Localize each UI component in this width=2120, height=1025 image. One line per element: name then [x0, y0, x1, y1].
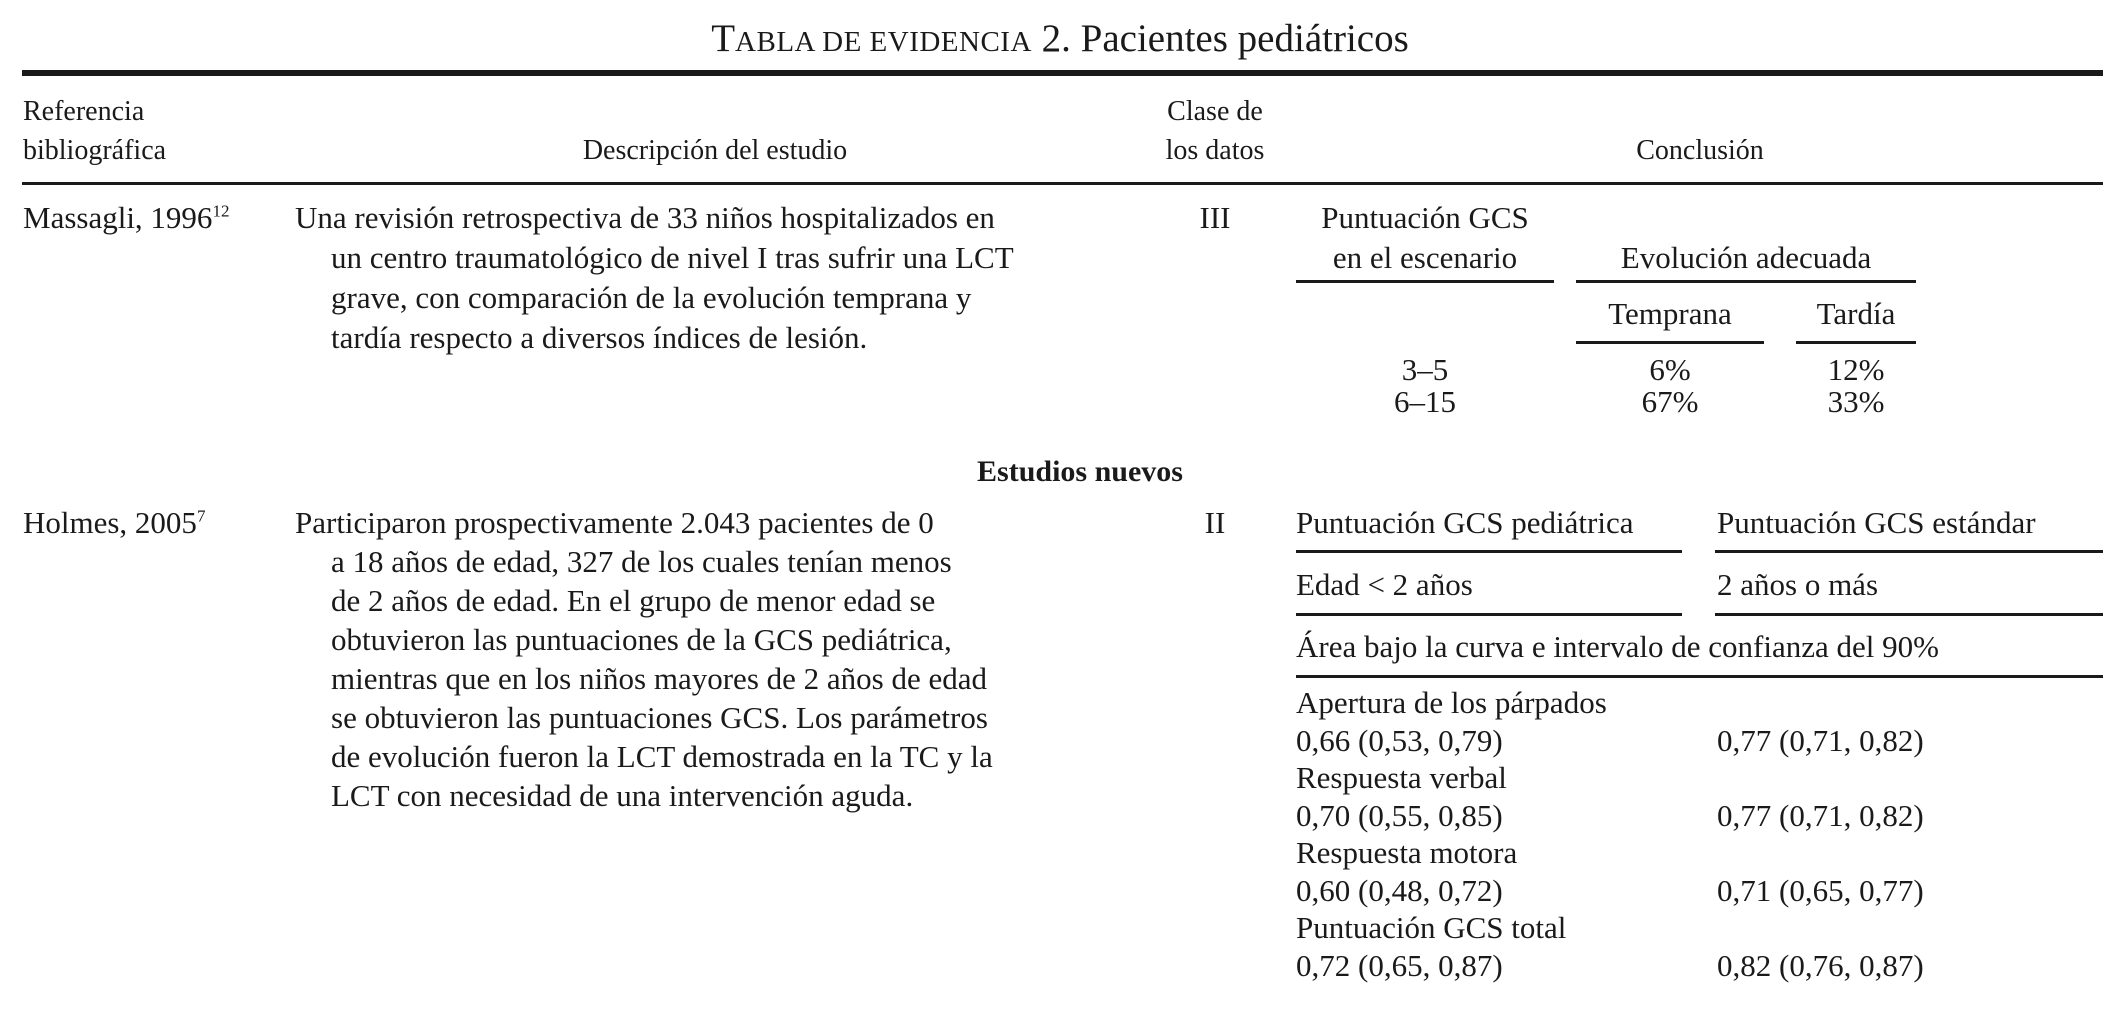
row2-desc-line: LCT con necesidad de una intervención aguda. [331, 778, 914, 813]
row2-item-std: 0,82 (0,76, 0,87) [1717, 947, 1924, 983]
row2-age-std: 2 años o más [1717, 567, 1879, 602]
row2-desc-line: de evolución fueron la LCT demostrada en la TC y la [331, 739, 993, 774]
row2-col-std-underline [1715, 550, 2103, 553]
row2-item-ped: 0,60 (0,48, 0,72) [1296, 872, 1503, 908]
row2-age-ped: Edad < 2 años [1296, 567, 1473, 602]
row1-early-col [1610, 354, 1730, 418]
row2-item-label: Apertura de los párpados [1296, 685, 1607, 720]
row2-desc-line: mientras que en los niños mayores de 2 años de edad [331, 661, 987, 696]
row2-col-ped-underline [1296, 550, 1682, 553]
row2-items-std [1717, 684, 1924, 984]
row2-desc-line: de 2 años de edad. En el grupo de menor edad se [331, 583, 936, 618]
row1-score-col [1360, 354, 1490, 418]
row1-late-cell: 33% [1827, 384, 1885, 419]
header-desc: Descripción del estudio [582, 135, 848, 166]
row2-age-ped-underline [1296, 613, 1682, 616]
row2-ref-sup: 7 [196, 506, 206, 526]
row1-late-cell: 12% [1827, 352, 1885, 387]
row2-age-std-underline [1715, 613, 2103, 616]
row2-item-label: Puntuación GCS total [1296, 910, 1567, 945]
row1-desc-line: un centro traumatológico de nivel I tras sufrir una LCT [331, 240, 1014, 275]
row1-col-score-line1: Puntuación GCS [1321, 200, 1529, 235]
row2-auc-label: Área bajo la curva e intervalo de confianza del 90% [1296, 629, 1939, 664]
header-conclusion: Conclusión [1636, 135, 1764, 166]
header-ref [23, 92, 166, 170]
title-text: Pacientes pediátricos [1080, 17, 1409, 60]
row1-clase: III [1199, 200, 1231, 235]
row1-desc-line: grave, con comparación de la evolución temprana y [331, 280, 972, 315]
row2-item-std: 0,77 (0,71, 0,82) [1717, 722, 1924, 758]
row2-ref [23, 503, 205, 543]
row2-ref-text: Holmes, 2005 [23, 505, 197, 540]
row1-ref [23, 198, 229, 238]
row1-group-underline [1576, 280, 1916, 283]
row1-score-cell: 3–5 [1401, 352, 1449, 387]
header-rule [22, 182, 2103, 185]
row2-item-label: Respuesta verbal [1296, 760, 1507, 795]
row1-col-score-line2: en el escenario [1332, 240, 1518, 275]
row2-item-label: Respuesta motora [1296, 835, 1518, 870]
row2-col-ped: Puntuación GCS pediátrica [1296, 505, 1634, 540]
table-title [0, 16, 2120, 61]
row1-ref-sup: 12 [212, 201, 230, 221]
row2-item-ped: 0,66 (0,53, 0,79) [1296, 722, 1503, 758]
row2-item-std: 0,71 (0,65, 0,77) [1717, 872, 1924, 908]
row1-late-underline [1796, 341, 1916, 344]
row2-item-ped: 0,72 (0,65, 0,87) [1296, 947, 1503, 983]
row2-desc-line: se obtuvieron las puntuaciones GCS. Los parámetros [331, 700, 988, 735]
row1-sub-early: Temprana [1608, 296, 1732, 331]
row1-score-underline [1296, 280, 1554, 283]
row1-early-cell: 6% [1649, 352, 1691, 387]
title-number: 2. [1041, 17, 1071, 60]
header-clase-line1: Clase de [1167, 96, 1263, 127]
row2-items-ped [1296, 684, 1607, 984]
row1-early-underline [1576, 341, 1764, 344]
section-new-studies: Estudios nuevos [977, 455, 1183, 488]
row1-late-col [1796, 354, 1916, 418]
row2-desc [295, 503, 993, 815]
row2-item-ped: 0,70 (0,55, 0,85) [1296, 797, 1503, 833]
row2-desc-line: obtuvieron las puntuaciones de la GCS pediátrica, [331, 622, 952, 657]
title-prefix-cap: T [711, 17, 736, 60]
row2-col-std: Puntuación GCS estándar [1717, 505, 2036, 540]
row1-desc-line: tardía respecto a diversos índices de lesión. [331, 320, 868, 355]
row1-ref-text: Massagli, 1996 [23, 200, 213, 235]
row2-clase: II [1204, 505, 1226, 540]
header-clase-line2: los datos [1165, 135, 1265, 166]
header-ref-line1: Referencia [23, 96, 145, 127]
row2-item-std: 0,77 (0,71, 0,82) [1717, 797, 1924, 833]
row1-score-cell: 6–15 [1394, 384, 1456, 419]
header-clase [1150, 92, 1280, 170]
header-ref-line2: bibliográfica [23, 135, 167, 166]
row2-desc-line: a 18 años de edad, 327 de los cuales tenían menos [331, 544, 952, 579]
title-prefix-small: ABLA DE EVIDENCIA [735, 26, 1032, 58]
row2-desc-line: Participaron prospectivamente 2.043 pacientes de 0 [295, 505, 934, 540]
row1-sub-late: Tardía [1816, 296, 1896, 331]
row2-auc-underline [1296, 675, 2103, 678]
row1-desc-line: Una revisión retrospectiva de 33 niños hospitalizados en [295, 200, 995, 235]
top-rule [22, 70, 2103, 76]
row1-group-label: Evolución adecuada [1620, 240, 1872, 275]
row1-desc [295, 198, 1014, 358]
row1-early-cell: 67% [1641, 384, 1699, 419]
row1-col-score-header [1296, 198, 1554, 278]
